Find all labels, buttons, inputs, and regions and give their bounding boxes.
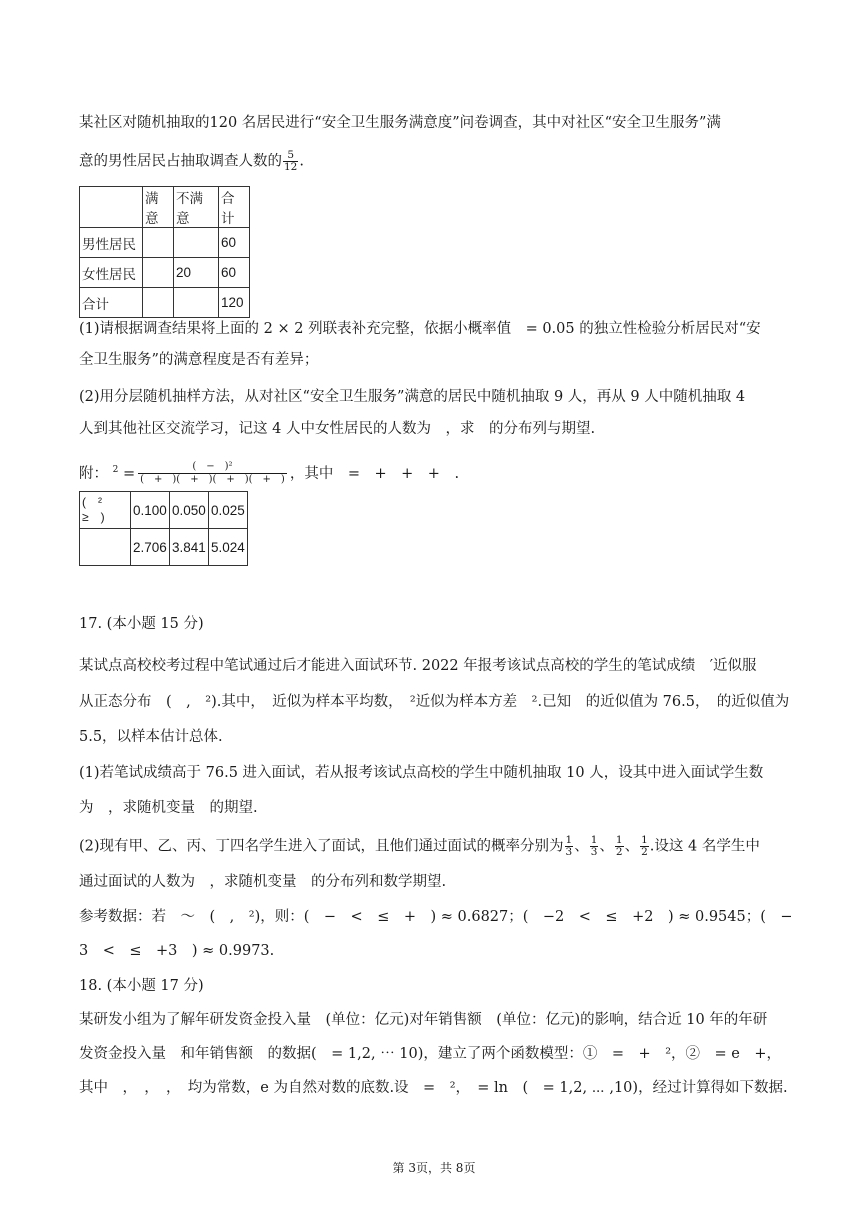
p18-heading: 18. (本小题 17 分) — [79, 978, 204, 994]
p16-q2-line2: 人到其他社区交流学习，记这 4 人中女性居民的人数为 ，求 的分布列与期望. — [79, 421, 596, 437]
p18-line2: 发资金投入量 和年销售额 的数据( = 1,2, ⋯ 10)，建立了两个函数模型：① = + ²，② = e +， — [79, 1046, 782, 1062]
p16-q2-line1: (2)用分层随机抽样方法，从对社区“安全卫生服务”满意的居民中随机抽取 9 人，再从 9 人中随机抽取 4 — [79, 389, 746, 405]
table-cell — [143, 288, 174, 318]
table-cell: 合计 — [80, 288, 143, 318]
table-cell: 0.100 — [131, 492, 170, 529]
fraction-numerator: 1 — [615, 834, 623, 846]
p17-reference-line2: 3 < ≤ +3 ) ≈ 0.9973. — [79, 943, 275, 959]
table-cell — [174, 288, 219, 318]
p17-q2-text: (2)现有甲、乙、丙、丁四名学生进入了面试，且他们通过面试的概率分别为 — [79, 838, 564, 855]
fraction-one-half — [640, 835, 649, 858]
table-cell: 120 — [219, 288, 250, 318]
table-cell — [80, 529, 131, 566]
fraction-one-third — [565, 835, 574, 858]
table-cell — [174, 228, 219, 258]
page-footer: 第 3页，共 8页 — [392, 1161, 476, 1175]
p17-line2: 从正态分布 ( , ²).其中， 近似为样本平均数， ²近似为样本方差 ².已知 的近似值为 76.5， 的近似值为 — [79, 694, 790, 710]
table-cell: 5.024 — [209, 529, 248, 566]
p16-intro-line1: 某社区对随机抽取的120 名居民进行“安全卫生服务满意度”问卷调查，其中对社区“安全卫生服务”满 — [79, 115, 721, 131]
fraction-numerator: 5 — [283, 150, 298, 162]
table-cell: 20 — [174, 258, 219, 288]
fraction-denominator: 3 — [565, 846, 573, 858]
table-header-row — [80, 187, 250, 228]
p17-reference-line1: 参考数据：若 ～ ( , ²)，则：( − < ≤ + ) ≈ 0.6827；( −2 < ≤ +2 ) ≈ 0.9545；( − — [79, 909, 793, 925]
p18-line3: 其中 ， ， ， 均为常数，e 为自然对数的底数.设 = ²， = ln ( = 1,2, ⋯ ,10)，经过计算得如下数据. — [79, 1080, 788, 1096]
chi-square-superscript: 2 — [112, 465, 119, 475]
table-cell: 不满意 — [174, 187, 219, 228]
table-row — [80, 529, 248, 566]
fraction-numerator: 1 — [565, 834, 573, 846]
table-cell: 0.025 — [209, 492, 248, 529]
table-cell — [143, 258, 174, 288]
p17-q2-tail: .设这 4 名学生中 — [649, 838, 760, 855]
table-cell: 女性居民 — [80, 258, 143, 288]
table-row — [80, 228, 250, 258]
p16-q1-line2: 全卫生服务”的满意程度是否有差异； — [79, 352, 319, 368]
table-cell: 合计 — [219, 187, 250, 228]
fraction-denominator: 12 — [284, 161, 298, 173]
p17-q2-line2: 通过面试的人数为 ，求随机变量 的分布列和数学期望. — [79, 874, 447, 890]
fraction-denominator: 3 — [590, 846, 598, 858]
p17-line1: 某试点高校校考过程中笔试通过后才能进入面试环节. 2022 年报考该试点高校的学生的笔试成绩 ′近似服 — [79, 658, 757, 674]
fraction-one-half — [615, 835, 624, 858]
table-cell: 男性居民 — [80, 228, 143, 258]
appendix-label: 附： — [79, 465, 108, 482]
p18-line1: 某研发小组为了解年研发资金投入量 (单位：亿元)对年销售额 (单位：亿元)的影响，结合近 10 年的年研 — [79, 1012, 768, 1028]
formula-numerator: ( − )² — [138, 461, 287, 474]
table-cell: 60 — [219, 258, 250, 288]
table-cell: 2.706 — [131, 529, 170, 566]
equals-sign: = — [122, 465, 136, 482]
fraction-denominator: 2 — [615, 846, 623, 858]
fraction-one-third — [590, 835, 599, 858]
fraction-denominator: 2 — [641, 846, 648, 858]
p16-appendix — [79, 460, 459, 486]
fraction-numerator: 1 — [641, 834, 648, 846]
p17-q1-line1: (1)若笔试成绩高于 76.5 进入面试，若从报考该试点高校的学生中随机抽取 10 人，设其中进入面试学生数 — [79, 765, 764, 781]
table-cell — [80, 187, 143, 228]
contingency-table — [79, 186, 250, 318]
table-row — [80, 258, 250, 288]
p16-q1-line1: (1)请根据调查结果将上面的 2 × 2 列联表补充完整，依据小概率值 = 0.05 的独立性检验分析居民对“安 — [79, 321, 761, 337]
table-cell: 满意 — [143, 187, 174, 228]
table-cell-probability-label: ( ² ≥ ) — [80, 492, 131, 529]
table-cell: 3.841 — [170, 529, 209, 566]
p16-intro-period: . — [299, 153, 304, 170]
p17-heading: 17. (本小题 15 分) — [79, 616, 204, 632]
table-cell: 60 — [219, 228, 250, 258]
p17-line3: 5.5，以样本估计总体. — [79, 729, 223, 745]
appendix-tail: ，其中 = + + + . — [289, 465, 460, 482]
chi-square-formula — [138, 461, 287, 486]
table-row — [80, 492, 248, 529]
p16-intro-line2 — [79, 150, 304, 173]
critical-value-table — [79, 491, 248, 566]
formula-denominator: ( + )( + )( + )( + ) — [140, 474, 285, 486]
table-row — [80, 288, 250, 318]
p17-q1-line2: 为 ，求随机变量 的期望. — [79, 800, 258, 816]
p16-intro-text: 意的男性居民占抽取调查人数的 — [79, 153, 282, 170]
table-cell — [143, 228, 174, 258]
table-cell: 0.050 — [170, 492, 209, 529]
p17-q2-line1: (2)现有甲、乙、丙、丁四名学生进入了面试，且他们通过面试的概率分别为 $\frac{1}{3}$ 、 $\frac{1}{3}$ 、 $\frac{1}{2}$ 、 $\frac{1}{2}$ .设这 4 名学生中 — [79, 834, 760, 858]
fraction-numerator: 1 — [590, 834, 598, 846]
fraction-5-12 — [283, 150, 298, 173]
